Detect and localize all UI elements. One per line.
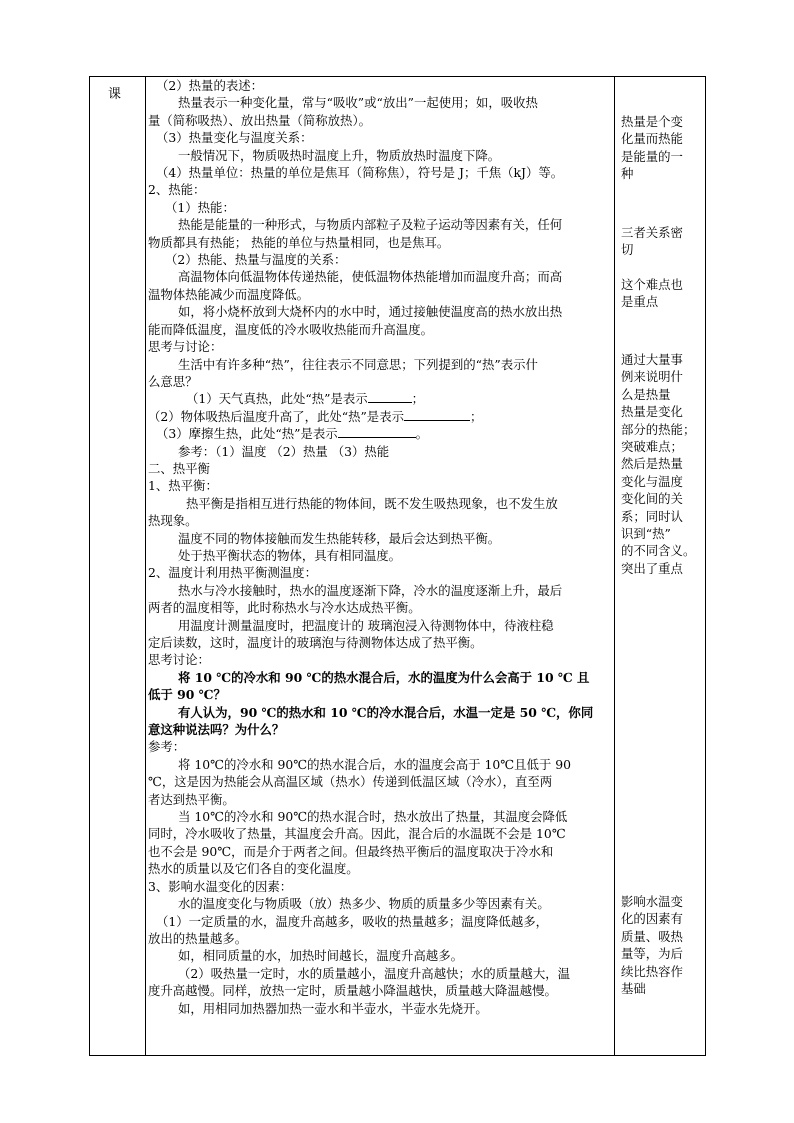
text-line: 生活中有许多种“热”，往往表示不同意思；下列提到的“热”表示什 (178, 356, 538, 372)
text-line: 放出的热量越多。 (148, 930, 248, 946)
text-line: 将 10℃的冷水和 90℃的热水混合后，水的温度会高于 10℃且低于 90 (178, 756, 571, 772)
text-line: 用温度计测量温度时，把温度计的 玻璃泡浸入待测物体中，待液柱稳 (178, 617, 554, 633)
fill-in-line: （1）天气真热，此处“热”是表示 ； (186, 391, 425, 407)
text-line: ℃，这是因为热能会从高温区域（热水）传递到低温区域（冷水），直至两 (148, 774, 553, 790)
text-line: （2）吸热量一定时，水的质量越小，温度升高越快；水的质量越大，温 (178, 965, 570, 981)
answer-blank (404, 408, 470, 421)
text-line: 意这种说法吗？为什么？ (148, 722, 285, 738)
text-line: （4）热量单位：热量的单位是焦耳（简称焦），符号是 J；千焦（kJ）等。 (156, 165, 564, 181)
text-line: 物质都具有热能； 热能的单位与热量相同，也是焦耳。 (148, 234, 450, 250)
text-line: 热量表示一种变化量，常与“吸收”或“放出”一起使用；如，吸收热 (178, 95, 538, 111)
text-line: 处于热平衡状态的物体，具有相同温度。 (178, 547, 402, 563)
fill-in-line: （3）摩擦生热，此处“热”是表示 。 (156, 426, 429, 442)
text-line: 热水与冷水接触时，热水的温度逐渐下降，冷水的温度逐渐上升，最后 (178, 582, 563, 598)
text-line: 度升高越慢。同样，放热一定时，质量越小降温越快，质量越大降温越慢。 (148, 983, 557, 999)
side-note-difficulty: 这个难点也 是重点 (621, 277, 683, 310)
main-content (148, 77, 612, 1017)
text-line: 2、热能： (148, 182, 206, 198)
text-line: 高温物体向低温物体传递热能，使低温物体热能增加而温度升高；而高 (178, 269, 563, 285)
text-line: 也不会是 90℃，而是介于两者之间。但最终热平衡后的温度取决于冷水和 (148, 843, 554, 859)
text-line: 当 10℃的冷水和 90℃的热水混合时，热水放出了热量，其温度会降低 (178, 809, 568, 825)
text-line: 热能是能量的一种形式，与物质内部粒子及粒子运动等因素有关，任何 (178, 217, 563, 233)
column-divider-left (145, 76, 146, 1056)
text-line: 者达到热平衡。 (148, 791, 235, 807)
text-line: （2）热能、热量与温度的关系： (165, 252, 347, 268)
text-line: 参考： (148, 739, 186, 755)
text-line: （1）一定质量的水，温度升高越多，吸收的热量越多；温度降低越多， (156, 913, 548, 929)
text-line: 有人认为，90 ℃的热水和 10 ℃的冷水混合后，水温一定是 50 ℃，你同 (178, 704, 594, 720)
text-line: 思考讨论： (148, 652, 210, 668)
text-line: 将 10 ℃的冷水和 90 ℃的热水混合后，水的温度为什么会高于 10 ℃ 且 (178, 669, 590, 685)
side-note-heat-quantity: 热量是个变 化量而热能 是能量的一 种 (621, 114, 683, 182)
text-line: 温物体热能减少而温度降低。 (148, 286, 310, 302)
text-line: 量（简称吸热）、放出热量（简称放热）。 (148, 112, 372, 128)
text-line: 一般情况下，物质吸热时温度上升，物质放热时温度下降。 (178, 147, 501, 163)
text-line: 如，用相同加热器加热一壶水和半壶水，半壶水先烧开。 (178, 1000, 488, 1016)
text-line: 能而降低温度，温度低的冷水吸收热能而升高温度。 (148, 321, 433, 337)
text-line: 定后读数，这时，温度计的玻璃泡与待测物体达成了热平衡。 (148, 635, 483, 650)
text-line: 参考：（1）温度 （2）热量 （3）热能 (178, 443, 390, 459)
side-note-relationship: 三者关系密 切 (621, 225, 683, 258)
text-line: 热现象。 (148, 513, 198, 529)
text-line: 么意思？ (148, 373, 198, 389)
column-divider-right (614, 76, 615, 1056)
text-line: 3、影响水温变化的因素： (148, 878, 293, 894)
text-line: （2）热量的表述： (156, 78, 264, 93)
text-line: （1）热能： (165, 199, 235, 215)
answer-blank (338, 425, 416, 438)
text-line: 热平衡是指相互进行热能的物体间，既不发生吸热现象，也不发生放 (186, 495, 558, 511)
text-line: 二、热平衡 (148, 460, 210, 476)
text-line: 如，相同质量的水，加热时间越长，温度升高越多。 (178, 948, 463, 964)
text-line: 温度不同的物体接触而发生热能转移，最后会达到热平衡。 (178, 530, 501, 546)
text-line: （3）热量变化与温度关系： (156, 130, 313, 146)
text-line: 同时，冷水吸收了热量，其温度会升高。因此，混合后的水温既不会是 10℃ (148, 826, 566, 842)
text-line: 如，将小烧杯放到大烧杯内的水中时，通过接触使温度高的热水放出热 (178, 304, 563, 320)
side-note-examples: 通过大量事 例来说明什 么是热量 热量是变化 部分的热能； 突破难点； 然后是热量 变化与温度 变化间的关 系；同时认 识到“热” 的不同含义。 突出了重点 (621, 352, 696, 576)
text-line: 思考与讨论： (148, 339, 223, 355)
lesson-label: 课 (108, 87, 122, 102)
text-line: 2、温度计利用热平衡测温度： (148, 565, 317, 581)
text-line: 1、热平衡： (148, 478, 218, 494)
text-line: 水的温度变化与物质吸（放）热多少、物质的质量多少等因素有关。 (178, 896, 550, 912)
text-line: 两者的温度相等，此时称热水与冷水达成热平衡。 (148, 600, 421, 616)
text-line: 低于 90 ℃？ (148, 687, 226, 703)
fill-in-line: （2）物体吸热后温度升高了，此处“热”是表示 ； (148, 408, 483, 424)
side-note-water-temperature: 影响水温变 化的因素有 质量、吸热 量等，为后 续比热容作 基础 (621, 894, 683, 997)
answer-blank (368, 390, 412, 403)
text-line: 热水的质量以及它们各自的变化温度。 (148, 861, 359, 877)
